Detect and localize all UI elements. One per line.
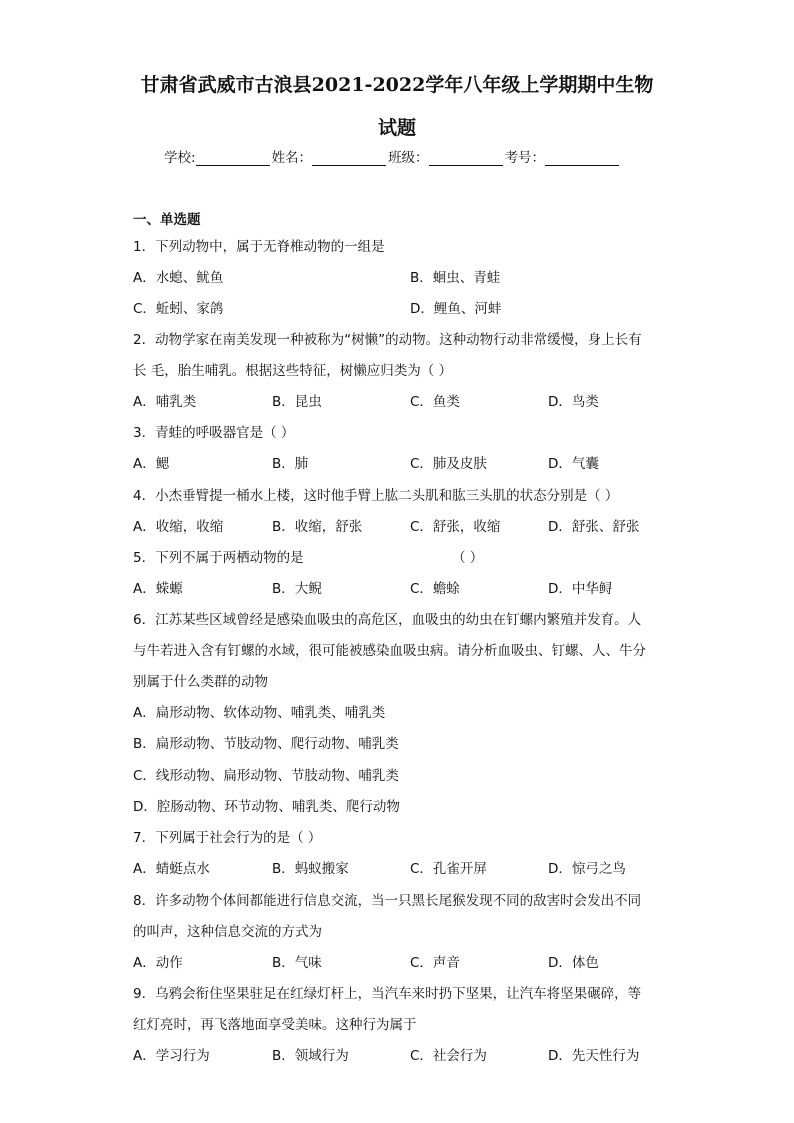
question-9-stem-cont: 红灯亮时，再飞落地面享受美味。这种行为属于 [133,1017,417,1033]
q4-option-d: D．舒张、舒张 [548,519,640,535]
class-blank[interactable] [429,149,503,166]
question-3-stem: 3．青蛙的呼吸器官是（ ） [133,425,295,441]
question-4-stem: 4．小杰垂臂提一桶水上楼，这时他手臂上肱二头肌和肱三头肌的状态分别是（ ） [133,488,619,504]
name-label: 姓名： [271,150,313,166]
q3-option-b: B．肺 [272,456,309,472]
question-8-stem-cont: 的叫声，这种信息交流的方式为 [133,924,322,940]
q2-option-a: A．哺乳类 [133,394,197,410]
q9-option-b: B．领域行为 [272,1048,349,1064]
q4-option-c: C．舒张，收缩 [410,519,501,535]
school-label: 学校: [164,150,196,166]
q7-option-c: C．孔雀开屏 [410,861,487,877]
q3-option-d: D．气囊 [548,456,599,472]
exam-no-label: 考号： [504,150,546,166]
question-5-bracket: （ ） [452,550,484,566]
question-9-stem: 9．乌鸦会衔住坚果驻足在红绿灯杆上，当汽车来时扔下坚果，让汽车将坚果碾碎，等 [133,986,642,1002]
q5-option-c: C．蟾蜍 [410,581,460,597]
q7-option-b: B．蚂蚁搬家 [272,861,349,877]
question-6-stem-cont: 与牛若进入含有钉螺的水域，很可能被感染血吸虫病。请分析血吸虫、钉螺、人、牛分 [133,643,646,659]
question-2-stem-cont: 长 毛，胎生哺乳。根据这些特征，树懒应归类为（ ） [133,363,453,379]
q5-option-d: D．中华鲟 [548,581,613,597]
q2-option-b: B．昆虫 [272,394,322,410]
q2-option-d: D．鸟类 [548,394,599,410]
q4-option-b: B．收缩，舒张 [272,519,363,535]
school-blank[interactable] [196,149,270,166]
class-label: 班级： [388,150,429,166]
q3-option-a: A．鳃 [133,456,170,472]
page-title-cont: 试题 [377,117,416,139]
q9-option-a: A．学习行为 [133,1048,210,1064]
q7-option-d: D．惊弓之鸟 [548,861,626,877]
q7-option-a: A．蜻蜓点水 [133,861,210,877]
q1-option-a: A．水螅、鱿鱼 [133,270,224,286]
q9-option-d: D．先天性行为 [548,1048,640,1064]
q2-option-c: C．鱼类 [410,394,460,410]
name-blank[interactable] [312,149,386,166]
section-heading: 一、单选题 [133,212,201,228]
exam-no-blank[interactable] [545,149,619,166]
q8-option-d: D．体色 [548,955,599,971]
question-8-stem: 8．许多动物个体间都能进行信息交流，当一只黑长尾猴发现不同的敌害时会发出不同 [133,893,642,909]
q8-option-a: A．动作 [133,955,183,971]
question-2-stem: 2．动物学家在南美发现一种被称为“树懒”的动物。这种动物行动非常缓慢，身上长有 [133,332,642,348]
q9-option-c: C．社会行为 [410,1048,487,1064]
question-6-stem-cont2: 别属于什么类群的动物 [133,674,268,690]
q4-option-a: A．收缩，收缩 [133,519,224,535]
q8-option-b: B．气味 [272,955,322,971]
question-7-stem: 7．下列属于社会行为的是（ ） [133,830,322,846]
question-6-stem: 6．江苏某些区域曾经是感染血吸虫的高危区，血吸虫的幼虫在钉螺内繁殖并发育。人 [133,612,642,628]
q8-option-c: C．声音 [410,955,460,971]
q1-option-c: C．蚯蚓、家鸽 [133,301,224,317]
question-1-stem: 1．下列动物中，属于无脊椎动物的一组是 [133,239,385,255]
q5-option-b: B．大鲵 [272,581,322,597]
q6-option-a: A．扁形动物、软体动物、哺乳类、哺乳类 [133,705,386,721]
q6-option-c: C．线形动物、扁形动物、节肢动物、哺乳类 [133,768,399,784]
q5-option-a: A．蝾螈 [133,581,183,597]
q6-option-d: D．腔肠动物、环节动物、哺乳类、爬行动物 [133,799,400,815]
q1-option-d: D．鲤鱼、河蚌 [410,301,502,317]
question-5-stem: 5．下列不属于两栖动物的是 [133,550,304,566]
page-title: 甘肃省武威市古浪县2021-2022学年八年级上学期期中生物 [140,74,654,96]
q1-option-b: B．蛔虫、青蛙 [410,270,501,286]
q6-option-b: B．扁形动物、节肢动物、爬行动物、哺乳类 [133,736,399,752]
q3-option-c: C．肺及皮肤 [410,456,487,472]
student-info [164,146,621,166]
